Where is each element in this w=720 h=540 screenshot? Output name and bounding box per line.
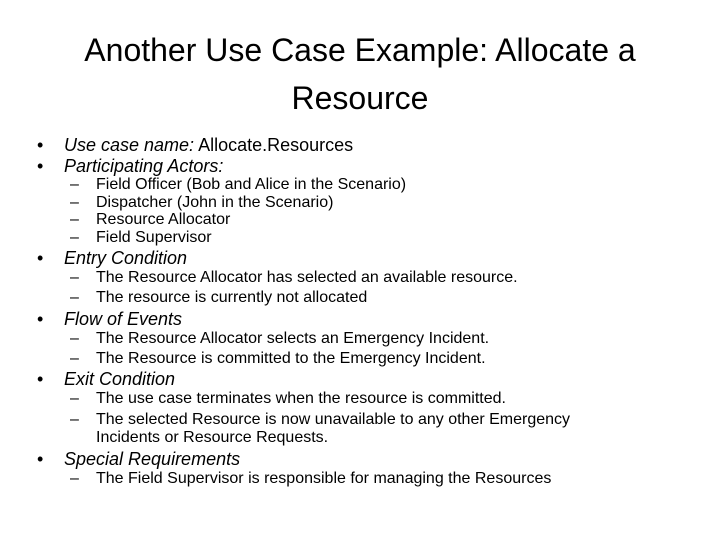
actor-text: Field Supervisor: [96, 229, 212, 246]
actor-text: Resource Allocator: [96, 211, 231, 228]
flow-text: The Resource is committed to the Emergency Incident.: [96, 350, 486, 367]
dash-marker: –: [70, 350, 79, 367]
dash-marker: –: [70, 411, 79, 428]
dash-marker: –: [70, 229, 79, 246]
exit-text: Incidents or Resource Requests.: [96, 429, 329, 446]
dash-marker: –: [70, 269, 79, 286]
special-requirements-label: Special Requirements: [64, 449, 241, 469]
actor-text: Field Officer (Bob and Alice in the Scenario): [96, 176, 407, 193]
dash-marker: –: [70, 330, 79, 347]
exit-item-continuation: [96, 429, 328, 447]
dash-marker: –: [70, 194, 79, 211]
use-case-name-value: Allocate.Resources: [198, 135, 354, 155]
flow-item: [70, 350, 486, 368]
actor-item: [70, 194, 334, 212]
dash-marker: –: [70, 176, 79, 193]
special-text: The Field Supervisor is responsible for managing the Resources: [96, 470, 552, 487]
dash-marker: –: [70, 390, 79, 407]
flow-item: [70, 330, 490, 348]
actor-item: [70, 229, 212, 247]
entry-condition-label: Entry Condition: [64, 248, 188, 268]
entry-item: [70, 289, 368, 307]
bullet-entry-condition: [37, 248, 188, 268]
exit-text: The use case terminates when the resource is committed.: [96, 390, 506, 407]
bullet-marker: •: [37, 248, 44, 268]
flow-text: The Resource Allocator selects an Emergency Incident.: [96, 330, 490, 347]
exit-text: The selected Resource is now unavailable to any other Emergency: [96, 411, 571, 428]
actor-text: Dispatcher (John in the Scenario): [96, 194, 334, 211]
dash-marker: –: [70, 470, 79, 487]
actor-item: [70, 211, 231, 229]
special-item: [70, 470, 552, 488]
actor-item: [70, 176, 407, 194]
bullet-marker: •: [37, 156, 44, 176]
flow-of-events-label: Flow of Events: [64, 309, 183, 329]
exit-item: [70, 411, 571, 429]
slide-title-line-1: Another Use Case Example: Allocate a: [84, 32, 636, 68]
entry-text: The Resource Allocator has selected an available resource.: [96, 269, 518, 286]
bullet-special-requirements: [37, 449, 241, 469]
bullet-marker: •: [37, 369, 44, 389]
bullet-exit-condition: [37, 369, 176, 389]
dash-marker: –: [70, 289, 79, 306]
participating-actors-label: Participating Actors:: [64, 156, 224, 176]
entry-text: The resource is currently not allocated: [96, 289, 368, 306]
use-case-name-label: Use case name:: [64, 135, 195, 155]
exit-item: [70, 390, 506, 408]
slide-title: [20, 26, 700, 122]
dash-marker: –: [70, 211, 79, 228]
bullet-use-case-name: [37, 135, 354, 155]
bullet-marker: •: [37, 135, 44, 155]
slide-title-line-2: Resource: [291, 80, 429, 116]
bullet-participating-actors: [37, 156, 224, 176]
bullet-marker: •: [37, 309, 44, 329]
bullet-flow-of-events: [37, 309, 183, 329]
exit-condition-label: Exit Condition: [64, 369, 176, 389]
entry-item: [70, 269, 518, 287]
bullet-marker: •: [37, 449, 44, 469]
